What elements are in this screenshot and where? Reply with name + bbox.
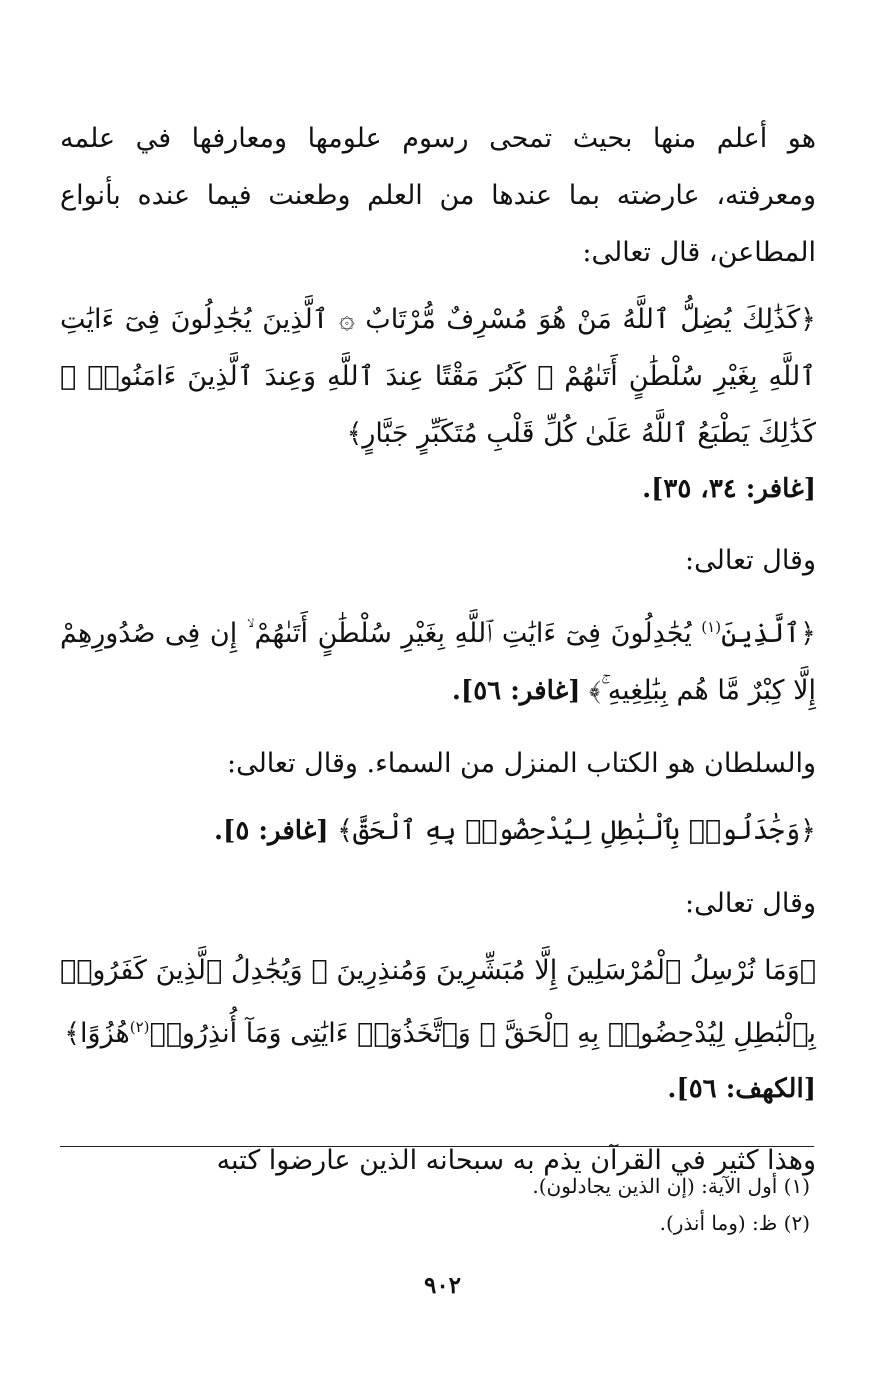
quran-verse-3 <box>60 802 816 859</box>
paragraph-said-1: وقال تعالى: <box>685 545 816 576</box>
verse-reference-1: [غافر: ٣٤، ٣٥]. <box>642 474 816 504</box>
footnotes <box>60 1168 810 1242</box>
verse-4-start: ﴿وَمَا نُرْسِلُ ٱلْمُرْسَلِينَ إِلَّا مُبَشِّرِينَ وَمُنذِرِينَ ۚ وَيُجَٰدِلُ ٱلَّذِينَ كَفَرُوا۟ بِٱلْبَٰطِلِ لِيُدْحِضُوا۟ بِهِ ٱلْحَقَّ ۖ وَٱتَّخَذُوٓا۟ ءَايَٰتِى وَمَآ أُنذِرُوا۟ <box>60 955 816 1049</box>
quran-verse-2 <box>60 599 816 719</box>
verse-4-end: هُزُوًا﴾ <box>64 1018 130 1049</box>
page-number: ٩٠٢ <box>423 1272 462 1299</box>
quran-verse-1: ﴿كَذَٰلِكَ يُضِلُّ ٱللَّهُ مَنْ هُوَ مُسْرِفٌ مُّرْتَابٌ ۞ ٱلَّذِينَ يُجَٰدِلُونَ فِىٓ ءَايَٰتِ ٱللَّهِ بِغَيْرِ سُلْطَٰنٍ أَتَىٰهُمْ ۖ كَبُرَ مَقْتًا عِندَ ٱللَّهِ وَعِندَ ٱلَّذِينَ ءَامَنُوا۟ ۚ كَذَٰلِكَ يَطْبَعُ ٱللَّهُ عَلَىٰ كُلِّ قَلْبِ مُتَكَبِّرٍ جَبَّارٍ﴾ <box>60 304 816 449</box>
paragraph-intro: هو أعلم منها بحيث تمحى رسوم علومها ومعارفها في علمه ومعرفته، عارضته بما عندها من العلم وطعنت فيما عنده بأنواع المطاعن، قال تعالى: <box>60 123 816 268</box>
footnote-divider <box>60 1146 814 1147</box>
verse-2-rest: يُجَٰدِلُونَ فِىٓ ءَايَٰتِ ٱللَّهِ بِغَيْرِ سُلْطَٰنٍ أَتَىٰهُمْ ۙ إِن فِى صُدُورِهِمْ إِلَّا كِبْرٌ مَّا هُم بِبَٰلِغِيهِ ۚ﴾ <box>60 618 816 706</box>
footnote-marker-2[interactable]: (٢) <box>129 1018 150 1036</box>
spacer <box>60 859 816 875</box>
spacer <box>60 719 816 735</box>
footnote-1: (١) أول الآية: (إن الذين يجادلون). <box>532 1174 810 1198</box>
footnote-marker-1[interactable]: (١) <box>701 618 722 636</box>
verse-reference-4: [الكهف: ٥٦]. <box>667 1074 816 1104</box>
verse-3-text: ﴿وَجَٰدَلُوا۟ بِٱلْبَٰطِلِ لِيُدْحِضُوا۟ بِهِ ٱلْحَقَّ﴾ <box>337 815 816 846</box>
spacer <box>60 1116 816 1132</box>
page-body <box>60 110 816 1189</box>
paragraph-closing: وهذا كثير في القرآن يذم به سبحانه الذين عارضوا كتبه <box>216 1145 816 1176</box>
verse-reference-2: [غافر: ٥٦]. <box>451 676 581 706</box>
spacer <box>60 516 816 532</box>
paragraph-said-2: وقال تعالى: <box>685 888 816 919</box>
quran-verse-4 <box>60 942 816 1062</box>
paragraph-sultan: والسلطان هو الكتاب المنزل من السماء. وقال تعالى: <box>226 748 816 779</box>
verse-reference-3: [غافر: ٥]. <box>214 816 329 846</box>
verse-2-start: ﴿ٱلَّذِينَ <box>721 618 816 649</box>
footnote-2: (٢) ظ: (وما أنذر). <box>659 1211 810 1235</box>
